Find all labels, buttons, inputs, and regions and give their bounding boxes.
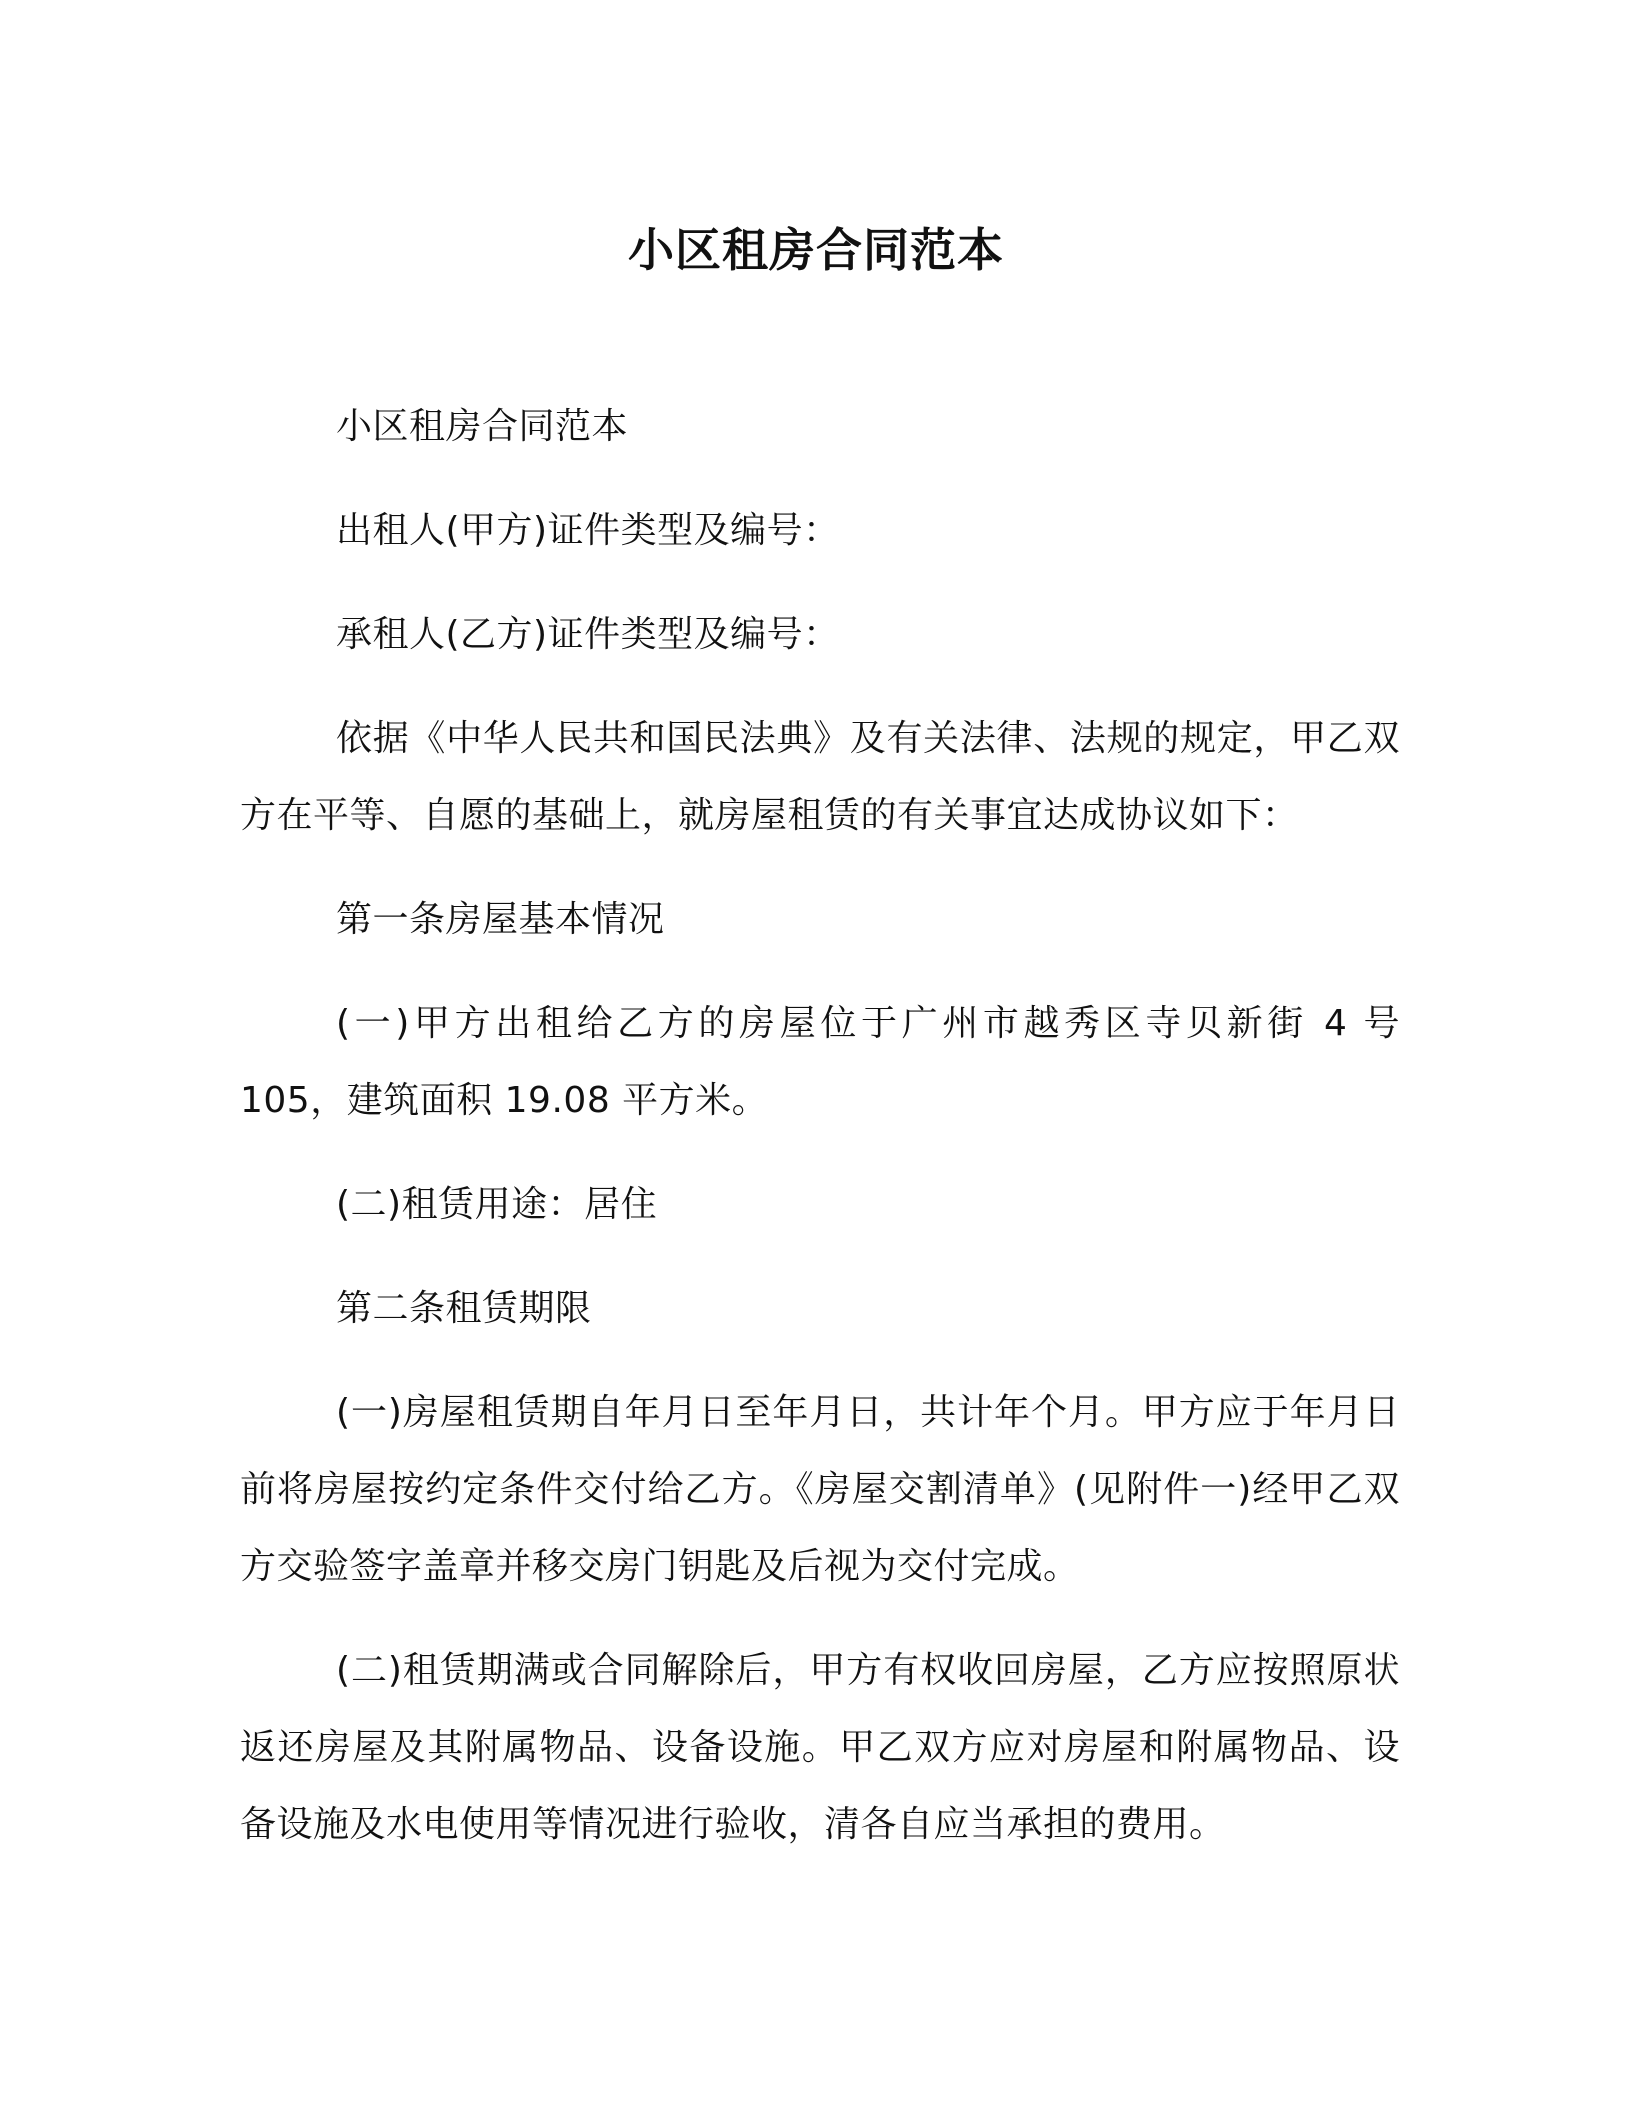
article-1-heading: 第一条房屋基本情况 xyxy=(336,899,665,940)
article-2-heading: 第二条租赁期限 xyxy=(336,1288,592,1329)
paragraph-legal-basis: 依据《中华人民共和国民法典》及有关法律、法规的规定，甲乙双方在平等、自愿的基础上，就房屋租赁的有关事宜达成协议如下： xyxy=(240,718,1400,836)
document-title: 小区租房合同范本 xyxy=(628,223,1004,277)
document-body xyxy=(240,388,1400,1890)
paragraph-lessee-id: 承租人(乙方)证件类型及编号： xyxy=(336,614,840,655)
article-1-clause-2: (二)租赁用途：居住 xyxy=(336,1184,658,1225)
paragraph-lessor-id: 出租人(甲方)证件类型及编号： xyxy=(336,510,840,551)
paragraph-heading: 小区租房合同范本 xyxy=(336,406,629,447)
article-1-clause-1: (一)甲方出租给乙方的房屋位于广州市越秀区寺贝新街 4 号 105，建筑面积 19.08 平方米。 xyxy=(240,1003,1400,1121)
article-2-clause-1: (一)房屋租赁期自年月日至年月日，共计年个月。甲方应于年月日前将房屋按约定条件交付给乙方。《房屋交割清单》(见附件一)经甲乙双方交验签字盖章并移交房门钥匙及后视为交付完成。 xyxy=(240,1392,1400,1587)
article-2-clause-2: (二)租赁期满或合同解除后，甲方有权收回房屋，乙方应按照原状返还房屋及其附属物品、设备设施。甲乙双方应对房屋和附属物品、设备设施及水电使用等情况进行验收，清各自应当承担的费用。 xyxy=(240,1650,1400,1845)
